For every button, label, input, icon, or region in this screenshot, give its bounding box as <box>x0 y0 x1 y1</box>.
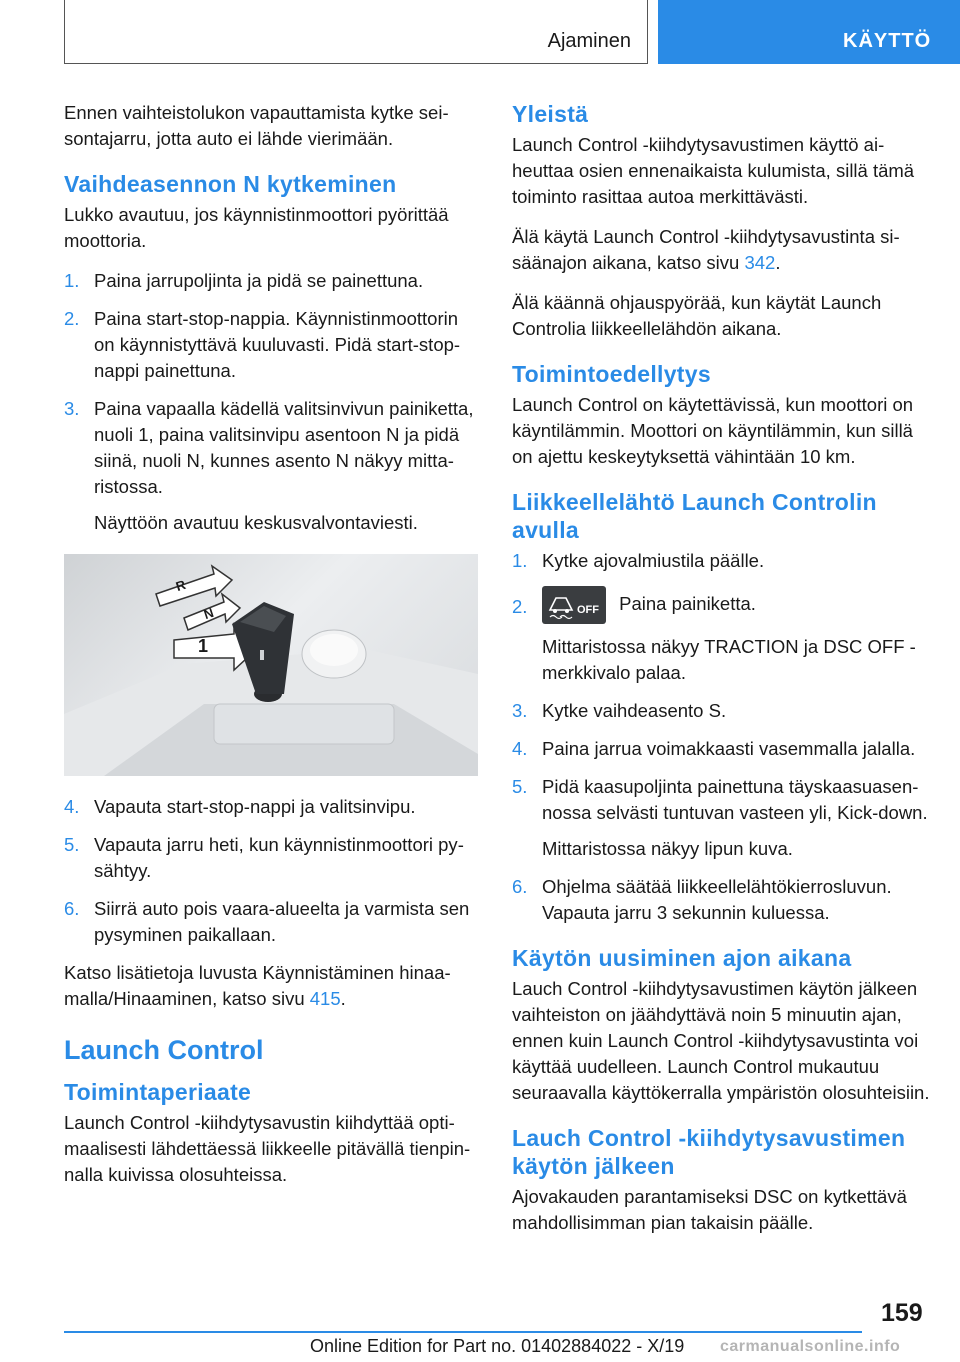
step-number: 6. <box>512 876 528 897</box>
step-text: Paina jarrupoljinta ja pidä se painettuna. <box>94 270 424 291</box>
footer-watermark[interactable]: carmanualsonline.info <box>720 1338 901 1355</box>
page-link-415[interactable]: 415 <box>309 988 341 1009</box>
step-subtext: Mittaristossa näkyy TRACTION ja DSC OFF -merkkivalo palaa. <box>542 636 916 683</box>
step-item <box>64 896 478 948</box>
chapter-tab-label: KÄYTTÖ <box>843 30 932 52</box>
gear-selector-illustration <box>64 554 478 776</box>
step-text: Kytke ajovalmiustila päälle. <box>542 550 765 571</box>
repeat-paragraph: Lauch Control -kiihdytysavustimen käytön jälkeen vaihteiston on jäähdyttävä noin 5 minuutin ajan, ennen kuin Launch Control -kiihdytysavustinta voi käyttää uudelleen. Launch Control mukautuu seuraavalla käyttökerralla ympäristön olosuhteisiin. <box>512 978 930 1103</box>
step-text: Vapauta start-stop-nappi ja valitsinvipu. <box>94 796 416 817</box>
heading-start: Liikkeellelähtö Launch Controlin avulla <box>512 489 877 543</box>
step-number: 5. <box>512 776 528 797</box>
step-text: Paina start-stop-nappia. Käynnistinmoottorin on käynnistyttävä kuuluvasti. Pidä start-stop-nappi painettuna. <box>94 308 461 381</box>
step-item <box>64 832 478 884</box>
heading-repeat: Käytön uusiminen ajon aikana <box>512 945 852 971</box>
general-p2-end: . <box>775 252 781 273</box>
right-column <box>512 100 932 1250</box>
step-text: Paina vapaalla kädellä valitsinvivun painiketta, nuoli 1, paina valitsinvipu asentoon N ja pidä siinä, nuoli N, kunnes asento N näkyy mittaristossa. <box>94 398 474 497</box>
step-number: 3. <box>512 700 528 721</box>
page-number: 159 <box>881 1299 923 1327</box>
general-p3: Älä käännä ohjauspyörää, kun käytät Launch Controlia liikkeellelähdön aikana. <box>512 292 882 339</box>
general-p2-text: Älä käytä Launch Control -kiihdytysavustinta sisäänajon aikana, katso sivu <box>512 226 900 273</box>
step-subtext: Näyttöön avautuu keskusvalvontaviesti. <box>94 512 418 533</box>
step-number: 6. <box>64 898 80 919</box>
step-item <box>64 794 478 820</box>
step-item <box>512 548 932 574</box>
step-item <box>64 268 478 294</box>
heading-launch-control: Launch Control <box>64 1035 264 1065</box>
step-item <box>512 736 932 762</box>
general-p1: Launch Control -kiihdytysavustimen käyttö aiheuttaa osien ennenaikaista kulumista, sillä tämä toiminto rasittaa autoa merkittävästi. <box>512 134 915 207</box>
step-number: 2. <box>64 308 80 329</box>
general-p2 <box>512 224 932 276</box>
heading-after: Lauch Control -kiihdytysavustimen käytön jälkeen <box>512 1125 906 1179</box>
neutral-intro: Lukko avautuu, jos käynnistinmoottori pyörittää moottoria. <box>64 204 449 251</box>
step-item <box>64 396 478 536</box>
step-number: 1. <box>64 270 80 291</box>
section-title: Ajaminen <box>547 30 631 52</box>
step-number: 4. <box>512 738 528 759</box>
heading-conditions: Toimintoedellytys <box>512 361 711 387</box>
heading-general: Yleistä <box>512 101 589 127</box>
step-item <box>512 586 932 686</box>
conditions-paragraph: Launch Control on käytettävissä, kun moottori on käyntilämmin. Moottori on käyntilämmin, kun sillä on ajettu keskeytyksettä vähintään 10 km. <box>512 394 914 467</box>
step-text: Paina painiketta. <box>619 592 756 614</box>
dsc-off-label: OFF <box>577 604 599 616</box>
step-text: Kytke vaihdeasento S. <box>542 700 727 721</box>
step-item <box>512 698 932 724</box>
more-info-end: . <box>340 988 346 1009</box>
intro-paragraph: Ennen vaihteistolukon vapauttamista kytke seisontajarru, jotta auto ei lähde vierimään. <box>64 102 449 149</box>
after-paragraph: Ajovakauden parantamiseksi DSC on kytkettävä mahdollisimman pian takaisin päälle. <box>512 1186 907 1233</box>
step-number: 4. <box>64 796 80 817</box>
step-text: Paina jarrua voimakkaasti vasemmalla jalalla. <box>542 738 916 759</box>
heading-principle: Toimintaperiaate <box>64 1079 252 1105</box>
step-item <box>512 774 932 862</box>
chapter-tab[interactable] <box>658 0 960 64</box>
step-text: Siirrä auto pois vaara-alueelta ja varmista sen pysyminen paikallaan. <box>94 898 470 945</box>
step-text: Pidä kaasupoljinta painettuna täyskaasuasennossa selvästi tuntuvan vasteen yli, Kick-down. <box>542 776 928 823</box>
page-link-342[interactable]: 342 <box>744 252 776 273</box>
left-column <box>64 100 478 1202</box>
figure-label-1: 1 <box>198 636 209 656</box>
step-item <box>64 306 478 384</box>
header-frame <box>64 0 648 64</box>
heading-neutral: Vaihdeasennon N kytkeminen <box>64 171 397 197</box>
more-info-paragraph <box>64 960 478 1012</box>
dsc-off-button-icon <box>542 586 606 624</box>
step-number: 3. <box>64 398 80 419</box>
step-number: 1. <box>512 550 528 571</box>
gear-selector-figure <box>64 554 478 776</box>
step-text: Ohjelma säätää liikkeellelähtökierrosluvun. Vapauta jarru 3 sekunnin kuluessa. <box>542 876 892 923</box>
step-number: 5. <box>64 834 80 855</box>
principle-paragraph: Launch Control -kiihdytysavustin kiihdyttää optimaalisesti lähdettäessä liikkeelle pitävällä tienpinnalla kuivissa olosuhteissa. <box>64 1112 471 1185</box>
step-number: 2. <box>512 596 528 617</box>
footer-divider <box>64 1331 862 1333</box>
step-item <box>512 874 932 926</box>
figure-label-n: N <box>201 604 216 623</box>
step-text: Vapauta jarru heti, kun käynnistinmoottori pysähtyy. <box>94 834 464 881</box>
footer-edition: Online Edition for Part no. 01402884022 - X/19 <box>310 1336 685 1356</box>
step-subtext: Mittaristossa näkyy lipun kuva. <box>542 838 793 859</box>
figure-label-r: R <box>173 576 188 595</box>
more-info-text: Katso lisätietoja luvusta Käynnistäminen hinaamalla/Hinaaminen, katso sivu <box>64 962 451 1009</box>
